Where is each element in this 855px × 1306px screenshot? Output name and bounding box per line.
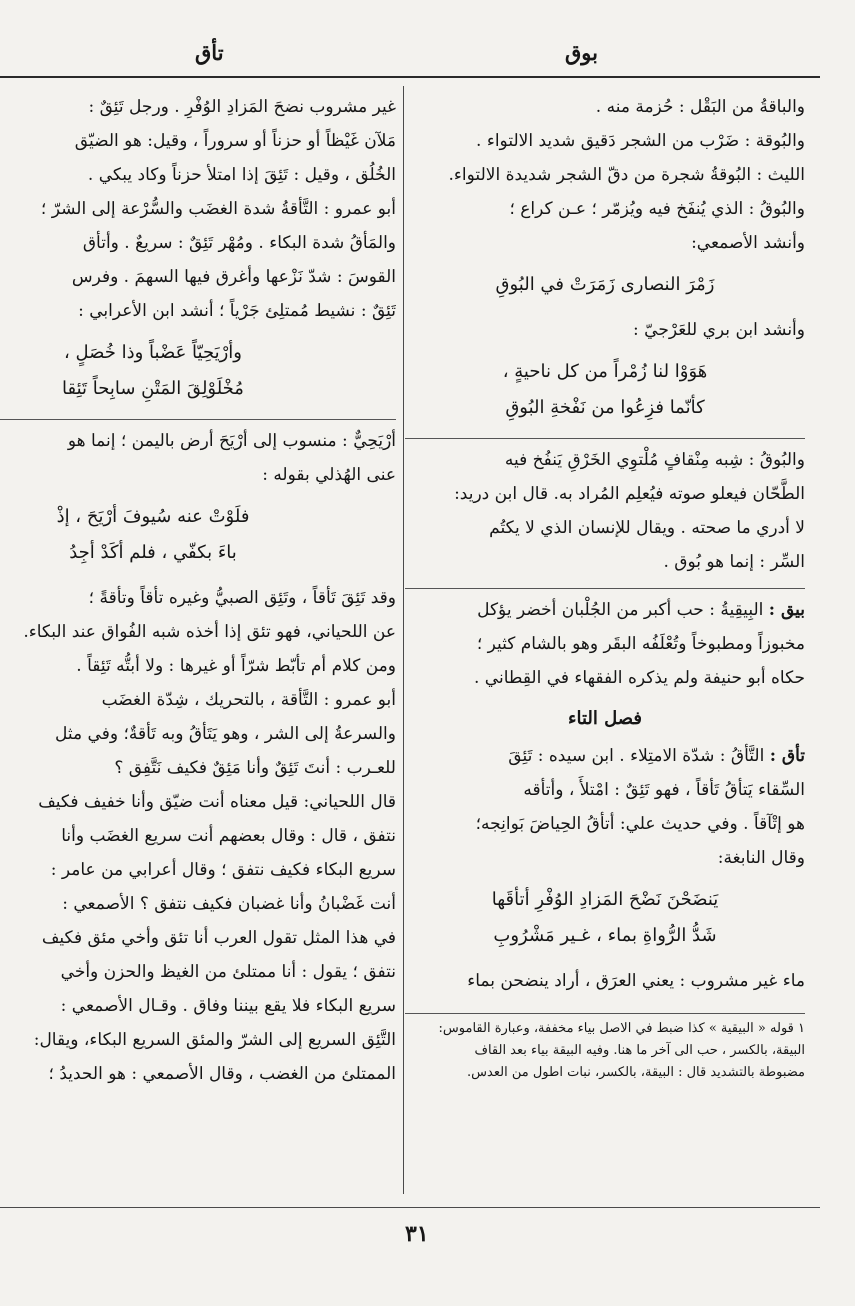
verse-line: شَدُّ الرُّواةِ بماء ، غـير مَشْرُوبِ bbox=[493, 925, 717, 946]
text-line: نتفق ، قال : وقال بعضهم أنت سريع الغضَب وأنا bbox=[61, 826, 396, 846]
footnote-line: مضبوطة بالتشديد قال : البيقة، بالكسر، نبات اطول من العدس. bbox=[467, 1065, 805, 1080]
text-line: والباقةُ من البَقْل : حُزمة منه . bbox=[595, 97, 805, 117]
text-line: مخبوزاً ومطبوخاً وتُعْلَفُه البقَر وهو بالشام كثير ؛ bbox=[476, 634, 805, 654]
text-line: والبُوقُ : الذي يُنفَخ فيه ويُزمّر ؛ عـن كراع ؛ bbox=[509, 199, 805, 219]
verse bbox=[405, 882, 805, 954]
text-line: عن اللحياني، فهو تئق إذا أخذه شبه الفُواق عند البكاء. bbox=[23, 622, 396, 642]
footnote bbox=[405, 1013, 805, 1084]
text-line: لا أدري ما صحته . ويقال للإنسان الذي لا يكتُم bbox=[489, 518, 805, 538]
right-block1 bbox=[405, 92, 805, 259]
header-rule bbox=[0, 76, 820, 78]
verse-line: باءَ بكفّي ، فلم أكَدْ أجِدُ bbox=[69, 542, 237, 563]
entry-biq bbox=[405, 595, 805, 694]
text-line: حكاه أبو حنيفة ولم يذكره الفقهاء في القِطاني . bbox=[473, 668, 805, 688]
text-line: والمَأقُ شدة البكاء . ومُهْر تَئِقٌ : سريعٌ . وأتأق bbox=[82, 233, 396, 253]
left-block3 bbox=[0, 583, 396, 1090]
headword: تأق : bbox=[769, 746, 805, 766]
verse bbox=[0, 499, 396, 571]
footer-rule bbox=[0, 1207, 820, 1208]
right-block3 bbox=[405, 445, 805, 578]
text-line: ماء غير مشروب : يعني العرَق ، أراد ينضحن بماء bbox=[467, 971, 805, 991]
text-line: في هذا المثل تقول العرب أنا تئق وأخي مئق فكيف bbox=[41, 928, 396, 948]
text-line: ومن كلام أم تأبّط شرّاً أو غيرها : ولا أبتُّه تَئِقاً . bbox=[76, 656, 396, 676]
text-line: عنى الهُذلي بقوله : bbox=[262, 465, 396, 485]
footnote-line: البيقة، بالكسر ، حب الى آخر ما هنا. وفيه البيقة بياء بعد القاف bbox=[474, 1043, 805, 1058]
entry-taq bbox=[405, 741, 805, 874]
text-line: سريع البكاء فلا يقع بيننا وفاق . وقـال الأصمعي : bbox=[60, 996, 396, 1016]
verse bbox=[405, 354, 805, 426]
footnote-line: ١ قوله « البيقية » كذا ضبط في الاصل بياء مخففة، وعبارة القاموس: bbox=[438, 1021, 805, 1036]
text-span: البِيقِيةُ : حب أكبر من الجُلْبان أخضر يؤكل bbox=[477, 600, 764, 620]
text-line: تَئِقٌ : نشيط مُمتلِئ جَرْياً ؛ أنشد ابن الأعرابي : bbox=[78, 301, 396, 321]
text-line: أبو عمرو : التَّأقة ، بالتحريك ، شِدّة الغضَب bbox=[101, 690, 396, 710]
text-line: والبُوقة : ضَرْب من الشجر دَقيق شديد الالتواء . bbox=[476, 131, 805, 151]
header-right-word: بوق bbox=[565, 40, 598, 65]
text-line: مَلآن غَيْظاً أو حزناً أو سروراً ، وقيل: هو الضيّق bbox=[74, 131, 396, 151]
text-line: سريع البكاء فكيف نتفق ؛ وقال أعرابي من عامر : bbox=[50, 860, 396, 880]
text-line: التَّئِق السريع إلى الشرّ والمئق السريع البكاء، ويقال: bbox=[33, 1030, 396, 1050]
text-line: الخُلُق ، وقيل : تَئِقَ إذا امتلأ حزناً وكاد يبكي . bbox=[87, 165, 396, 185]
text-line: نتفق ؛ يقول : أنا ممتلئ من الغيظ والحزن وأخي bbox=[60, 962, 396, 982]
text-line: أرْيَحِيٌّ : منسوب إلى أرْيَحَ أرض باليمن ؛ إنما هو bbox=[67, 431, 396, 451]
text-line: غير مشروب نضحَ المَزادِ الوُفْرِ . ورجل تَئِقٌ : bbox=[88, 97, 396, 117]
text-line: قال اللحياني: قيل معناه أنت ضيّق وأنا خفيف فكيف bbox=[38, 792, 396, 812]
section-divider bbox=[405, 438, 805, 439]
text-line: هو إتْآقاً . وفي حديث علي: أتأقُ الحِياضَ بَوانِجه؛ bbox=[475, 814, 805, 834]
text-line: القوسَ : شدّ نَزْعها وأغرق فيها السهمَ . وفرس bbox=[71, 267, 396, 287]
text-line: الطَّحّان فيعلو صوته فيُعلِم المُراد به. قال ابن دريد: bbox=[454, 484, 805, 504]
right-column bbox=[405, 92, 805, 1084]
text-line: الليث : البُوقةُ شجرة من دقّ الشجر شديدة الالتواء. bbox=[448, 165, 805, 185]
text-line: وأنشد ابن بري للعَرْجيّ : bbox=[633, 320, 805, 340]
text-line bbox=[405, 595, 805, 626]
verse-line: وأرْيَحِيّاً عَضْباً وذا خُصَلٍ ، bbox=[64, 342, 242, 363]
verse-line: هَوَوْا لنا زُمْراً من كل ناحيةٍ ، bbox=[502, 361, 708, 382]
verse-line: فلَوْتْ عنه سُيوفَ أرْيَحَ ، إذْ bbox=[56, 506, 250, 527]
page-number: ٣١ bbox=[405, 1221, 429, 1247]
text-line bbox=[405, 741, 805, 772]
left-block1 bbox=[0, 92, 396, 327]
column-divider bbox=[403, 86, 404, 1194]
text-line: أنت غَضْبانُ وأنا غضبان فكيف نتفق ؟ الأصمعي : bbox=[62, 894, 396, 914]
verse bbox=[405, 267, 805, 303]
text-line: وقد تَئِقَ تَأقاً ، وتَئِق الصبيُّ وغيره تأقاً وتأقةً ؛ bbox=[88, 588, 396, 608]
text-line: وأنشد الأصمعي: bbox=[691, 233, 805, 253]
section-title: فصل التاء bbox=[568, 708, 642, 729]
text-line: الممتلئ من الغضب ، وقال الأصمعي : هو الحديدُ ؛ bbox=[48, 1064, 396, 1084]
text-line: للعـرب : أنتَ تَئِقٌ وأنا مَئِقٌ فكيف نَتَّفِق ؟ bbox=[114, 758, 396, 778]
verse-line: كأنّما فزِعُوا من نَفْخةِ البُوقِ bbox=[505, 397, 705, 418]
section-divider bbox=[0, 419, 396, 420]
verse-line: زَمْرَ النصارى زَمَرَتْ في البُوقِ bbox=[495, 274, 715, 295]
section-divider bbox=[405, 588, 805, 589]
text-line: السِّقاء يَتأقُ تَأقاً ، فهو تَئِقٌ : امْتلأَ ، وأتأقه bbox=[523, 780, 805, 800]
header-left-word: تأق bbox=[195, 40, 224, 65]
text-line: السِّر : إنما هو بُوق . bbox=[663, 552, 805, 572]
verse-line: يَنضَحْنَ نَضْحَ المَزادِ الوُفْرِ أتأقَها bbox=[491, 889, 719, 910]
text-line: أبو عمرو : التَّأقةُ شدة الغضَب والسُّرْعة إلى الشرّ ؛ bbox=[40, 199, 396, 219]
text-line: والبُوقُ : شِبه مِنْقافٍ مُلْتوِي الخَرْقِ يَنفُخ فيه bbox=[504, 450, 805, 470]
verse-line: مُخْلَوْلِقَ المَتْنِ سابِحاً تَئِقا bbox=[62, 378, 244, 399]
headword: بيق : bbox=[768, 600, 805, 620]
text-span: التَّأقُ : شدّة الامتِلاء . ابن سيده : تَئِقَ bbox=[508, 746, 765, 766]
left-column bbox=[0, 92, 396, 1093]
verse bbox=[0, 335, 396, 407]
text-line: وقال النابغة: bbox=[717, 848, 805, 868]
text-line: والسرعةُ إلى الشر ، وهو يَتَأقُ وبه تَأقةٌ؛ وفي مثل bbox=[55, 724, 396, 744]
